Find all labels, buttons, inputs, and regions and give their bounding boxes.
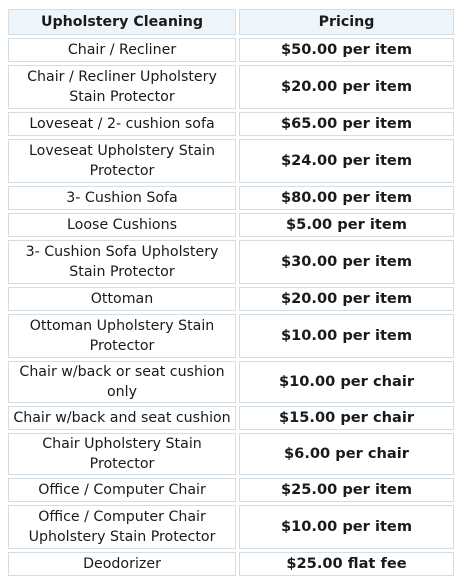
service-cell: Loveseat Upholstery Stain Protector <box>8 139 236 183</box>
table-row <box>8 478 454 502</box>
price-cell: $10.00 per chair <box>239 361 454 403</box>
service-cell: Office / Computer Chair <box>8 478 236 502</box>
price-cell: $20.00 per item <box>239 287 454 311</box>
price-cell: $24.00 per item <box>239 139 454 183</box>
table-row <box>8 314 454 358</box>
service-cell: 3- Cushion Sofa Upholstery Stain Protector <box>8 240 236 284</box>
price-cell: $20.00 per item <box>239 65 454 109</box>
price-cell: $5.00 per item <box>239 213 454 237</box>
table-row <box>8 65 454 109</box>
service-cell: Chair / Recliner Upholstery Stain Protector <box>8 65 236 109</box>
table-row <box>8 287 454 311</box>
service-cell: Chair Upholstery Stain Protector <box>8 433 236 475</box>
service-cell: Ottoman Upholstery Stain Protector <box>8 314 236 358</box>
price-cell: $10.00 per item <box>239 505 454 549</box>
service-cell: Loose Cushions <box>8 213 236 237</box>
service-cell: Chair / Recliner <box>8 38 236 62</box>
price-cell: $6.00 per chair <box>239 433 454 475</box>
price-cell: $30.00 per item <box>239 240 454 284</box>
upholstery-pricing-table <box>5 6 457 579</box>
service-cell: Chair w/back and seat cushion <box>8 406 236 430</box>
table-row <box>8 38 454 62</box>
price-cell: $80.00 per item <box>239 186 454 210</box>
table-row <box>8 406 454 430</box>
table-row <box>8 505 454 549</box>
table-row <box>8 361 454 403</box>
table-row <box>8 213 454 237</box>
price-cell: $25.00 flat fee <box>239 552 454 576</box>
service-cell: 3- Cushion Sofa <box>8 186 236 210</box>
table-row <box>8 240 454 284</box>
service-column-header: Upholstery Cleaning <box>8 9 236 35</box>
header-row <box>8 9 454 35</box>
price-cell: $15.00 per chair <box>239 406 454 430</box>
price-column-header: Pricing <box>239 9 454 35</box>
price-cell: $25.00 per item <box>239 478 454 502</box>
service-cell: Office / Computer Chair Upholstery Stain Protector <box>8 505 236 549</box>
price-cell: $50.00 per item <box>239 38 454 62</box>
service-cell: Loveseat / 2- cushion sofa <box>8 112 236 136</box>
service-cell: Ottoman <box>8 287 236 311</box>
price-cell: $65.00 per item <box>239 112 454 136</box>
price-cell: $10.00 per item <box>239 314 454 358</box>
table-row <box>8 186 454 210</box>
service-cell: Chair w/back or seat cushion only <box>8 361 236 403</box>
table-row <box>8 433 454 475</box>
service-cell: Deodorizer <box>8 552 236 576</box>
table-row <box>8 552 454 576</box>
table-row <box>8 139 454 183</box>
table-row <box>8 112 454 136</box>
